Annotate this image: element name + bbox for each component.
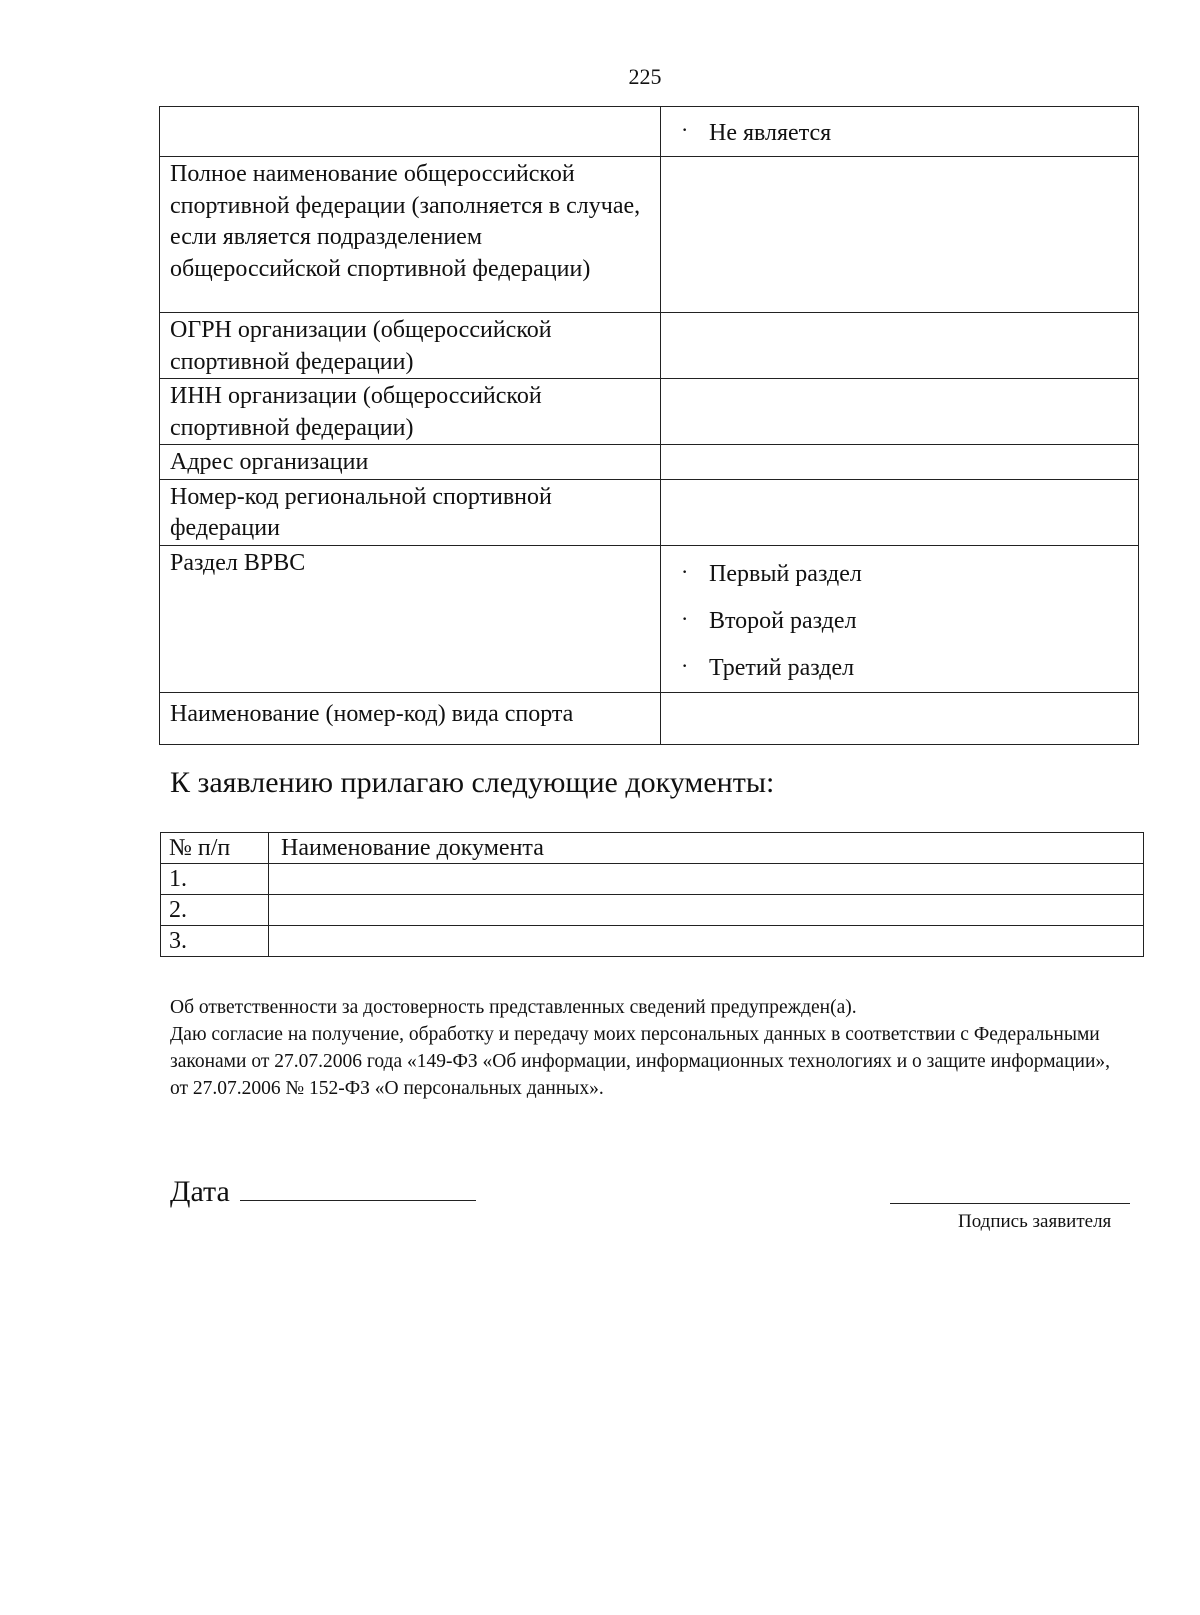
bullet-icon: · xyxy=(681,558,689,584)
table-row xyxy=(160,379,1139,445)
option-second-section[interactable] xyxy=(681,598,1138,645)
option-label: Первый раздел xyxy=(709,560,862,587)
label-address: Адрес организации xyxy=(160,445,661,480)
value-cell xyxy=(661,107,1139,157)
label-ogrn: ОГРН организации (общероссийской спортивной федерации) xyxy=(160,313,661,379)
input-full-federation-name[interactable] xyxy=(661,157,1139,313)
page-number: 225 xyxy=(628,64,662,89)
label-vrvs-section: Раздел ВРВС xyxy=(160,545,661,692)
label-region-code: Номер-код региональной спортивной федерации xyxy=(160,479,661,545)
document-name-input[interactable] xyxy=(269,895,1144,926)
table-header-row xyxy=(161,833,1144,864)
row-number: 3. xyxy=(161,926,269,957)
bullet-icon: · xyxy=(681,117,689,142)
table-row xyxy=(161,895,1144,926)
document-name-input[interactable] xyxy=(269,864,1144,895)
option-not-member[interactable] xyxy=(681,107,1138,154)
empty-label-cell xyxy=(160,107,661,157)
liability-statement: Об ответственности за достоверность представленных сведений предупрежден(а). xyxy=(170,997,857,1018)
option-third-section[interactable] xyxy=(681,645,1138,692)
table-row xyxy=(160,157,1139,313)
signature-caption: Подпись заявителя xyxy=(958,1211,1112,1232)
option-label: Второй раздел xyxy=(709,607,857,634)
column-header-number: № п/п xyxy=(161,833,269,864)
label-sport-name: Наименование (номер-код) вида спорта xyxy=(160,692,661,744)
table-row xyxy=(160,545,1139,692)
option-label: Не является xyxy=(709,120,832,146)
table-row xyxy=(161,864,1144,895)
application-form-table xyxy=(159,106,1139,745)
bullet-icon: · xyxy=(681,605,689,631)
table-row xyxy=(160,313,1139,379)
row-number: 2. xyxy=(161,895,269,926)
label-inn: ИНН организации (общероссийской спортивной федерации) xyxy=(160,379,661,445)
option-label: Третий раздел xyxy=(709,654,855,681)
table-row xyxy=(160,479,1139,545)
input-address[interactable] xyxy=(661,445,1139,480)
attachments-table xyxy=(160,832,1144,957)
consent-notice xyxy=(170,994,1130,1102)
table-row xyxy=(160,445,1139,480)
signature-blank-line[interactable] xyxy=(890,1203,1130,1204)
document-name-input[interactable] xyxy=(269,926,1144,957)
option-first-section[interactable] xyxy=(681,551,1138,598)
date-field xyxy=(170,1175,476,1209)
row-number: 1. xyxy=(161,864,269,895)
label-full-federation-name: Полное наименование общероссийской спортивной федерации (заполняется в случае, если является подразделением общероссийской спортивной федерации) xyxy=(160,157,661,313)
input-sport-name[interactable] xyxy=(661,692,1139,744)
attachments-heading: К заявлению прилагаю следующие документы: xyxy=(170,766,775,799)
date-label: Дата xyxy=(170,1175,230,1208)
date-blank-line[interactable] xyxy=(240,1176,476,1201)
consent-statement: Даю согласие на получение, обработку и передачу моих персональных данных в соответствии с Федеральными законами от 27.07.2006 года «149-ФЗ «Об информации, информационных технологиях и о защите информации», от 27.07.2006 № 152-ФЗ «О персональных данных». xyxy=(170,1024,1110,1099)
vrvs-section-options xyxy=(661,545,1139,692)
column-header-document: Наименование документа xyxy=(269,833,1144,864)
input-inn[interactable] xyxy=(661,379,1139,445)
input-ogrn[interactable] xyxy=(661,313,1139,379)
bullet-icon: · xyxy=(681,652,689,678)
table-row xyxy=(160,107,1139,157)
table-row xyxy=(161,926,1144,957)
input-region-code[interactable] xyxy=(661,479,1139,545)
table-row xyxy=(160,692,1139,744)
